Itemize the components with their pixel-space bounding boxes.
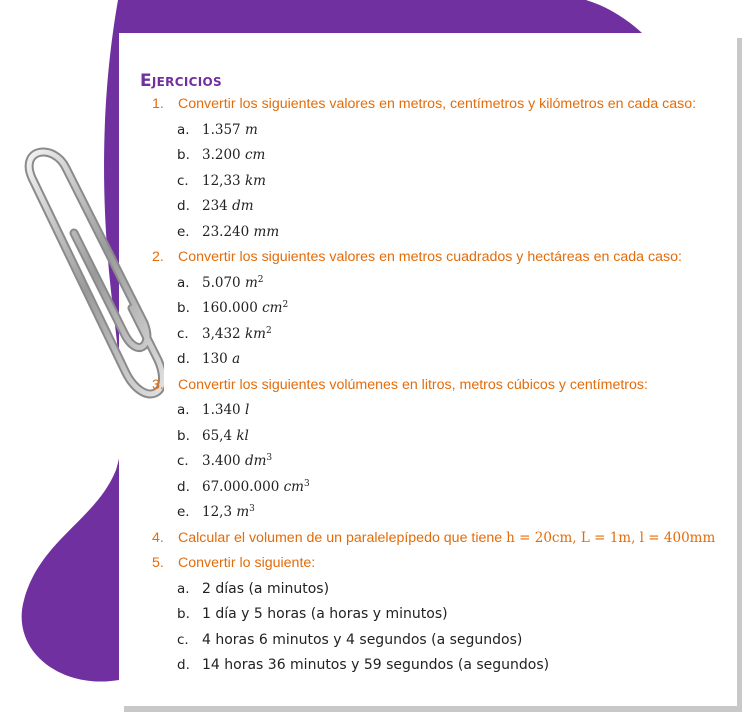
item-unit: dm [244, 453, 267, 469]
item-number: 1.357 [202, 121, 241, 138]
item-unit: cm [244, 147, 266, 163]
exercise-item [140, 220, 740, 246]
item-number: 23.240 [202, 223, 250, 240]
item-letter: d. [177, 478, 190, 495]
item-unit: dm [232, 198, 254, 214]
item-value [202, 296, 288, 322]
item-value [202, 169, 266, 195]
item-value [202, 143, 265, 169]
item-number: 3,432 [202, 325, 241, 342]
item-text: 2 días (a minutos) [202, 580, 330, 597]
item-exponent: 2 [282, 300, 289, 310]
item-unit: m [244, 121, 258, 138]
exercise-item [140, 500, 740, 526]
item-unit: a [232, 351, 241, 367]
item-number: 12,33 [202, 172, 241, 189]
item-unit: m [236, 504, 250, 520]
question-number: 4. [152, 529, 164, 546]
question-text [178, 92, 696, 118]
exercise-item [140, 449, 740, 475]
exercise-item [140, 296, 740, 322]
question-text [178, 373, 648, 399]
item-letter: a. [177, 580, 190, 597]
item-value [202, 475, 310, 501]
item-number: 3.200 [202, 147, 241, 163]
item-unit: mm [253, 223, 280, 240]
item-number: 160.000 [202, 300, 258, 316]
item-value [202, 118, 258, 144]
item-value [202, 449, 272, 475]
item-value [202, 271, 264, 297]
exercise-item [140, 118, 740, 144]
item-text: 1 día y 5 horas (a horas y minutos) [202, 606, 448, 622]
question-math: h = 20cm, L = 1m, l = 400mm [506, 529, 716, 546]
question-label: Convertir los siguientes valores en metros cuadrados y hectáreas en cada caso: [178, 249, 682, 265]
item-value [202, 194, 254, 220]
item-letter: e. [177, 223, 190, 240]
item-number: 1.340 [202, 402, 241, 418]
item-letter: e. [177, 504, 190, 520]
item-letter: b. [177, 300, 190, 316]
question-label: Calcular el volumen de un paralelepípedo que tiene [178, 529, 503, 546]
item-text: 4 horas 6 minutos y 4 segundos (a segundos) [202, 631, 523, 648]
item-letter: b. [177, 147, 190, 163]
question-label: Convertir los siguientes volúmenes en litros, metros cúbicos y centímetros: [178, 376, 648, 393]
exercise-question [140, 92, 740, 118]
item-value [202, 500, 255, 526]
item-unit: cm [262, 300, 283, 316]
exercise-item [140, 271, 740, 297]
question-number: 3. [152, 376, 164, 393]
item-text: 14 horas 36 minutos y 59 segundos (a segundos) [202, 657, 550, 673]
exercise-item [140, 194, 740, 220]
item-unit: cm [283, 478, 304, 495]
item-unit: km [244, 172, 266, 189]
item-exponent: 2 [265, 325, 272, 336]
question-text [178, 245, 682, 271]
question-number: 5. [152, 555, 164, 571]
item-letter: d. [177, 351, 190, 367]
question-number: 1. [152, 96, 164, 112]
item-number: 65,4 [202, 427, 233, 444]
exercise-question [140, 551, 740, 577]
item-number: 12,3 [202, 504, 233, 520]
exercise-question [140, 245, 740, 271]
item-letter: d. [177, 657, 190, 673]
exercise-item [140, 602, 740, 628]
question-text [178, 551, 315, 577]
exercise-item [140, 653, 740, 679]
item-exponent: 3 [249, 504, 255, 514]
item-number: 234 [202, 198, 228, 214]
exercise-item [140, 347, 740, 373]
item-letter: c. [177, 631, 189, 648]
item-letter: a. [177, 402, 190, 418]
item-number: 5.070 [202, 274, 241, 291]
question-text [178, 526, 715, 552]
item-letter: c. [177, 172, 189, 189]
item-letter: d. [177, 198, 190, 214]
question-number: 2. [152, 249, 164, 265]
item-value [202, 424, 249, 450]
item-letter: b. [177, 427, 190, 444]
exercise-item [140, 169, 740, 195]
question-label: Convertir lo siguiente: [178, 555, 316, 571]
exercise-item [140, 475, 740, 501]
question-label: Convertir los siguientes valores en metros, centímetros y kilómetros en cada caso: [178, 96, 697, 112]
item-exponent: 2 [257, 274, 264, 285]
item-value [202, 322, 272, 348]
exercise-item [140, 322, 740, 348]
exercise-item [140, 424, 740, 450]
item-letter: a. [177, 121, 190, 138]
exercise-list [140, 70, 740, 679]
item-value [202, 347, 240, 373]
item-letter: c. [177, 453, 189, 469]
item-value [202, 220, 279, 246]
item-unit: kl [236, 427, 249, 444]
exercise-question [140, 526, 740, 552]
item-letter: b. [177, 606, 190, 622]
item-value [202, 398, 249, 424]
section-title: Ejercicios [140, 71, 222, 91]
exercise-question [140, 373, 740, 399]
item-exponent: 3 [303, 478, 310, 489]
exercises-container [140, 92, 740, 679]
item-unit: l [244, 402, 250, 418]
item-number: 3.400 [202, 453, 241, 469]
exercise-item [140, 628, 740, 654]
exercise-item [140, 577, 740, 603]
item-exponent: 3 [266, 453, 273, 463]
item-number: 130 [202, 351, 228, 367]
item-unit: m [244, 274, 258, 291]
item-letter: c. [177, 325, 189, 342]
item-unit: km [244, 325, 266, 342]
item-number: 67.000.000 [202, 478, 280, 495]
exercise-item [140, 143, 740, 169]
item-letter: a. [177, 274, 190, 291]
exercise-item [140, 398, 740, 424]
